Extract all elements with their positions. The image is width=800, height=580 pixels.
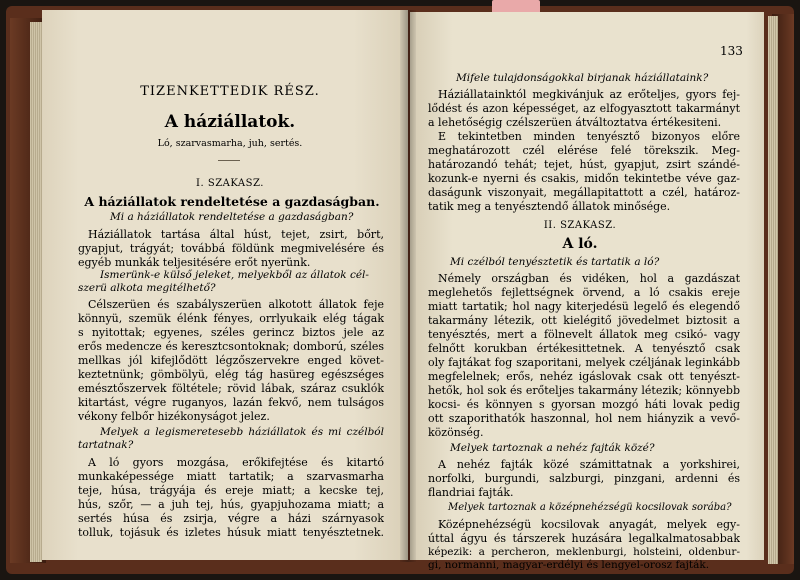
text-line: gyapjut, trágyát; továbbá földünk megmivelésére és [78, 242, 384, 255]
page-edges-right [768, 16, 778, 564]
text-line: hetők, hol sok és erőteljes takarmány létezik; könnyebb [428, 384, 740, 397]
text-line: úttal ágyu és társzerek huzására legalkalmatosabbak [428, 532, 740, 545]
text-line: a lehetőségig czélszerüen átváltoztatva értékesiteni. [428, 116, 722, 129]
text-line: vékony felbőr hizékonyságot jelez. [78, 410, 270, 423]
question-r4: Melyek tartoznak a középnehézségü kocsilovak sorába? [448, 502, 732, 513]
text-line: norfolki, burgundi, salzburgi, pinzgani, ardenni és [428, 472, 740, 485]
question-r2: Mi czélból tenyésztetik és tartatik a ló? [450, 256, 660, 268]
question-1: Mi a háziállatok rendeltetése a gazdaságban? [110, 211, 354, 223]
text-line: megfelelnek; erős, nehéz igáslovak csak ott tenyészt- [428, 370, 740, 383]
text-line: kocsi- és könnyen s gyorsan mozgó háti lovak pedig [428, 398, 740, 411]
text-line: A nehéz fajták közé számittatnak a yorkshirei, [438, 458, 740, 471]
text-line: oly fajtákat fog szaporitani, melyek czéljának leginkább [428, 356, 740, 369]
question-3: Melyek a legismeretesebb háziállatok és mi czélból [100, 426, 384, 438]
text-line: Háziállatainktól megkivánjuk az erőteljes, gyors fej- [438, 88, 740, 101]
book-gutter [400, 10, 416, 562]
page-edges-left [30, 22, 42, 562]
text-line: erős medencze és keresztcsontoknak; domború, széles [78, 340, 384, 353]
text-line: gi, normanni, magyar-erdélyi és lengyel-orosz fajták. [428, 559, 710, 571]
question-r1: Mifele tulajdonságokkal birjanak háziállataink? [456, 72, 709, 84]
text-line: emésztőszervek föltétele; rövid lábak, száraz csuklók [78, 382, 384, 395]
section-label-1: I. SZAKASZ. [196, 178, 264, 189]
text-line: határozandó tehát; tejet, húst, gyapjut, zsirt szándé- [428, 158, 740, 171]
text-line: egyéb munkák teljesitésére erőt nyerünk. [78, 256, 311, 269]
text-line: mellkas jól kifejlődött légzőszervekre enged követ- [78, 354, 384, 367]
text-line: takarmány létezik, ott kielégitő jövedelmet biztosit a [428, 314, 740, 327]
text-line: flandriai fajták. [428, 486, 514, 499]
chapter-heading: TIZENKETTEDIK RÉSZ. [140, 84, 320, 99]
text-line: tatik meg a tenyésztendő állatok minősége. [428, 200, 671, 213]
text-line: kitartást, végre ruganyos, lazán fekvő, nem tulságos [78, 396, 384, 409]
text-line: tenyésztés, mert a fölnevelt állatok meg csikó- vagy [428, 328, 740, 341]
text-line: teje, húsa, trágyája és ereje miatt; a kecske tej, [78, 484, 384, 497]
text-line: Háziállatok tartása által húst, tejet, zsirt, bőrt, [88, 228, 384, 241]
text-line: lődést és azon képességet, az elfogyasztott takarmányt [428, 102, 740, 115]
text-line: felnőtt korukban értékesittetnek. A tenyésztő csak [428, 342, 740, 355]
text-line: kozunk-e nyerni és csakis, midőn tekintetbe véve gaz- [428, 172, 740, 185]
question-3-cont: tartatnak? [78, 439, 134, 451]
text-line: s nyitottak; egyenes, széles gerincz biztos jele az [78, 326, 384, 339]
text-line: hús, szőr, — a juh tej, hús, gyapjuhozama miatt; a [78, 498, 384, 511]
text-line: sertés húsa és zsirja, végre a házi szárnyasok [78, 512, 384, 525]
text-line: ott szaporithatók haszonnal, hol nem hiányzik a vevő- [428, 412, 740, 425]
text-line: E tekintetben minden tenyésztő bizonyos előre [438, 130, 740, 143]
text-line: meghatározott czél elérése felé törekszik. Meg- [428, 144, 740, 157]
text-line: A ló gyors mozgása, erőkifejtése és kitartó [88, 456, 384, 469]
text-line: Középnehézségü kocsilovak anyagát, melyek egy- [438, 518, 740, 531]
text-line: Némely országban és vidéken, hol a gazdászat [438, 272, 740, 285]
text-line: Célszerüen és szabályszerüen alkotott állatok feje [88, 298, 384, 311]
text-line: könnyü, szemük élénk fényes, orrlyukaik elég tágak [78, 312, 384, 325]
section-label-2: II. SZAKASZ. [543, 220, 617, 231]
text-line: munkaképessége miatt tartatik; a szarvasmarha [78, 470, 384, 483]
question-r3: Melyek tartoznak a nehéz fajták közé? [450, 442, 655, 454]
text-line: képezik: a percheron, meklenburgi, holsteini, oldenbur- [428, 546, 740, 558]
page-number: 133 [720, 44, 743, 58]
text-line: közönség. [428, 426, 484, 439]
text-line: miatt tartatik; hol nagy kiterjedésü legelő és elegendő [428, 300, 740, 313]
text-line: keztetnünk; gömbölyü, elég tág hasüreg egészséges [78, 368, 384, 381]
question-2: Ismerünk-e külső jeleket, melyekből az állatok cél- [100, 269, 369, 281]
section-title-2: A ló. [562, 236, 598, 252]
text-line: tolluk, tojásuk és izletes húsuk miatt tenyésztetnek. [78, 526, 384, 539]
chapter-subtitle: Ló, szarvasmarha, juh, sertés. [157, 138, 303, 149]
text-line: meglehetős fejlettségnek örvend, a ló csakis ereje [428, 286, 740, 299]
section-title-1: A háziállatok rendeltetése a gazdaságban. [84, 194, 380, 209]
question-2-cont: szerü alkota megitélhető? [78, 282, 216, 294]
text-line: daságunk viszonyait, megállapitattott a czél, határoz- [428, 186, 740, 199]
divider [218, 160, 240, 161]
chapter-title: A háziállatok. [164, 112, 296, 132]
